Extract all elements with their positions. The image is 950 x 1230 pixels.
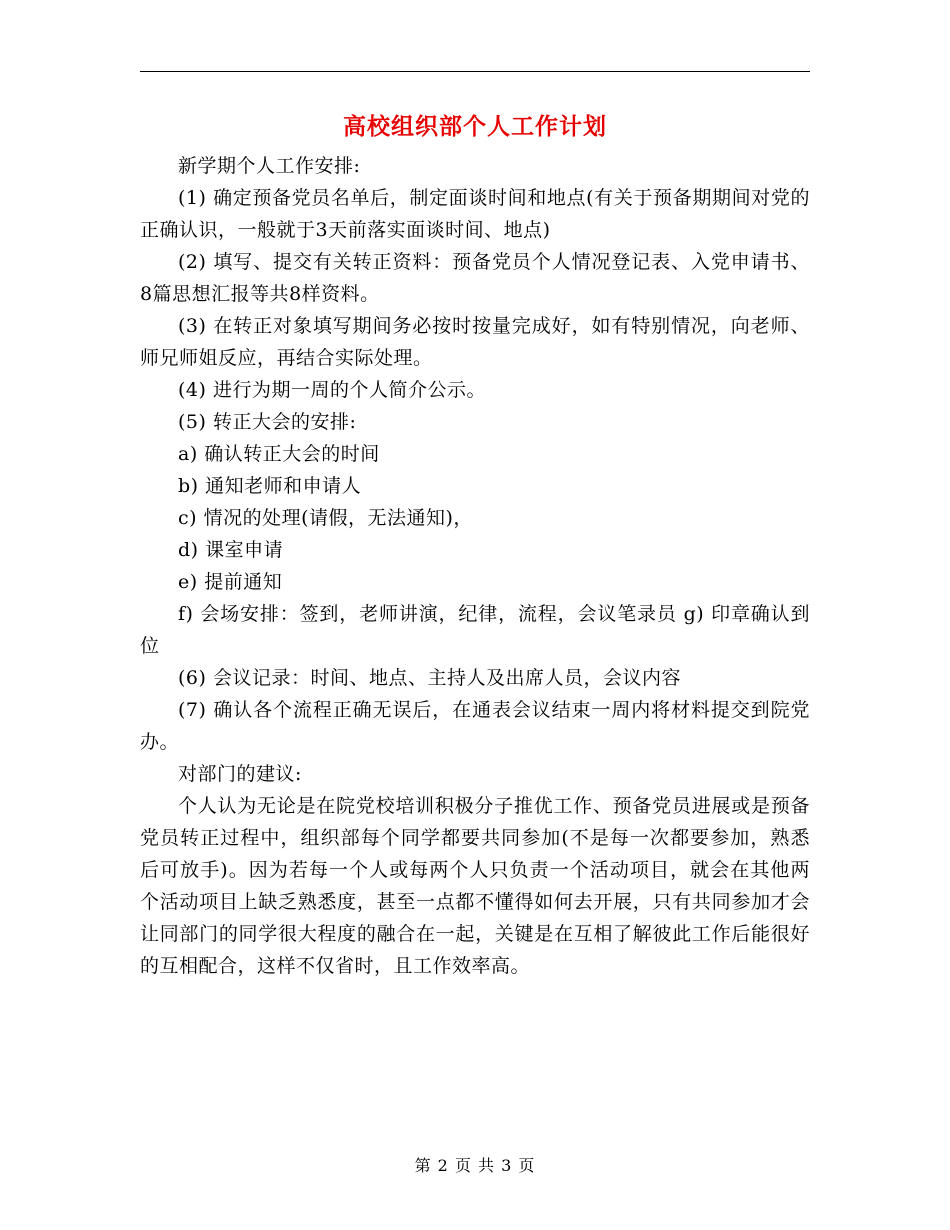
page-indicator: 第 2 页 共 3 页 bbox=[414, 1156, 536, 1175]
paragraph: b) 通知老师和申请人 bbox=[178, 475, 362, 497]
paragraph: e) 提前通知 bbox=[178, 571, 283, 593]
paragraph: (2) 填写、提交有关转正资料：预备党员个人情况登记表、入党申请书、8篇思想汇报等共8样资料。 bbox=[140, 251, 810, 305]
paragraph: c) 情况的处理(请假，无法通知)， bbox=[178, 507, 473, 529]
paragraph: (4) 进行为期一周的个人简介公示。 bbox=[178, 379, 486, 401]
paragraph: (1) 确定预备党员名单后，制定面谈时间和地点(有关于预备期期间对党的正确认识，一般就于3天前落实面谈时间、地点) bbox=[140, 187, 810, 241]
paragraph: 个人认为无论是在院党校培训积极分子推优工作、预备党员进展或是预备党员转正过程中，组织部每个同学都要共同参加(不是每一次都要参加，熟悉后可放手)。因为若每一个人或每两个人只负责一个活动项目，就会在其他两个活动项目上缺乏熟悉度，甚至一点都不懂得如何去开展，只有共同参加才会让同部门的同学很大程度的融合在一起，关键是在互相了解彼此工作后能很好的互相配合，这样不仅省时，且工作效率高。 bbox=[140, 795, 810, 977]
document-title: 高校组织部个人工作计划 bbox=[343, 113, 607, 140]
paragraph: (6) 会议记录：时间、地点、主持人及出席人员，会议内容 bbox=[178, 667, 681, 689]
paragraph: (3) 在转正对象填写期间务必按时按量完成好，如有特别情况，向老师、师兄师姐反应，再结合实际处理。 bbox=[140, 315, 810, 369]
paragraph: a) 确认转正大会的时间 bbox=[178, 443, 380, 465]
paragraph: f) 会场安排：签到，老师讲演，纪律，流程，会议笔录员 g) 印章确认到位 bbox=[140, 603, 810, 657]
paragraph: d) 课室申请 bbox=[178, 539, 284, 561]
header-rule bbox=[140, 71, 810, 72]
paragraph: (5) 转正大会的安排: bbox=[178, 411, 357, 433]
paragraph: 对部门的建议: bbox=[178, 763, 302, 785]
paragraph: 新学期个人工作安排: bbox=[178, 155, 361, 177]
paragraph: (7) 确认各个流程正确无误后，在通表会议结束一周内将材料提交到院党办。 bbox=[140, 699, 810, 753]
document-body bbox=[140, 150, 810, 982]
